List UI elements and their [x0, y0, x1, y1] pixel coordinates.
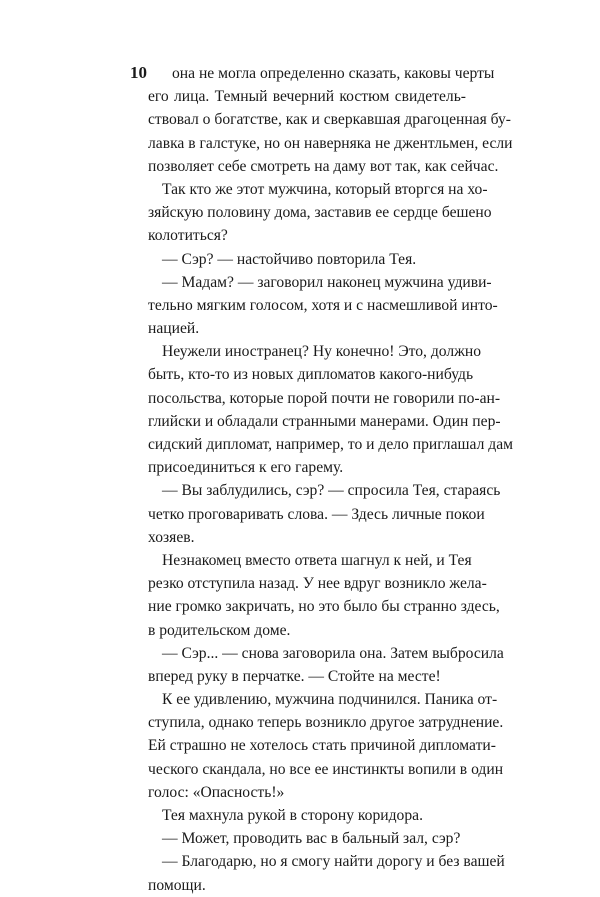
paragraph [148, 248, 466, 271]
paragraph [148, 850, 505, 896]
text-line: Незнакомец вместо ответа шагнул к ней, и Тея [162, 551, 472, 569]
paragraph [148, 642, 504, 688]
paragraph [148, 549, 500, 642]
paragraph [148, 827, 466, 850]
text-line: голос: «Опасность!» [148, 783, 285, 801]
text-line: ческого скандала, но все ее инстинкты вопили в один [148, 760, 504, 778]
text-line: Ей страшно не хотелось стать причиной дипломати- [148, 737, 496, 755]
paragraph [148, 688, 504, 804]
text-line: помощи. [148, 876, 206, 894]
text-line: ние громко закричать, но это было бы странно здесь, [148, 598, 500, 616]
text-line: Так кто же этот мужчина, который вторгся на хо- [162, 180, 488, 198]
text-line: — Сэр? — настойчиво повторила Тея. [162, 250, 417, 268]
text-line: тельно мягким голосом, хотя и с насмешливой инто- [148, 296, 498, 314]
paragraph [148, 804, 466, 827]
text-line: — Сэр... — снова заговорила она. Затем выбросила [162, 644, 504, 662]
text-line: быть, кто-то из новых дипломатов какого-нибудь [148, 366, 474, 384]
text-line: Неужели иностранец? Ну конечно! Это, должно [162, 343, 482, 361]
text-line: сидский дипломат, например, то и дело приглашал дам [148, 436, 513, 453]
body-text [148, 62, 513, 897]
paragraph [148, 340, 513, 479]
text-line: — Благодарю, но я смогу найти дорогу и без вашей [162, 853, 505, 871]
text-line: присоединиться к его гарему. [148, 459, 344, 477]
text-line: позволяет себе смотреть на даму вот так, как сейчас. [148, 157, 499, 175]
text-line: колотиться? [148, 227, 228, 245]
text-line: зяйскую половину дома, заставив ее сердце бешено [148, 204, 492, 222]
page-number: 10 [130, 63, 147, 82]
paragraph [148, 271, 498, 341]
text-line: нацией. [148, 320, 200, 338]
text-line: — Вы заблудились, сэр? — спросила Тея, стараясь [162, 482, 501, 500]
text-line: она не могла определенно сказать, каковы черты [172, 65, 495, 82]
paragraph [148, 479, 501, 549]
text-line: ствовал о богатстве, как и сверкавшая драгоценная бу- [148, 111, 512, 129]
text-line: — Может, проводить вас в бальный зал, сэр? [162, 830, 461, 848]
text-line: резко отступила назад. У нее вдруг возникло жела- [148, 575, 487, 593]
text-line: К ее удивлению, мужчина подчинился. Паника от- [162, 691, 498, 709]
paragraph [148, 178, 492, 248]
text-line: лавка в галстуке, но он наверняка не джентльмен, если [148, 134, 513, 152]
text-line: Тея махнула рукой в сторону коридора. [162, 807, 423, 824]
text-line: его лица. Темный вечерний костюм свидетель- [148, 88, 466, 106]
paragraph [148, 62, 513, 178]
text-line: ступила, однако теперь возникло другое затруднение. [148, 714, 504, 732]
text-line: в родительском доме. [148, 621, 291, 639]
text-line: — Мадам? — заговорил наконец мужчина удиви- [162, 273, 492, 291]
text-line: хозяев. [148, 528, 195, 546]
text-line: посольства, которые порой почти не говорили по-ан- [148, 389, 501, 407]
text-line: глийски и обладали странными манерами. Один пер- [148, 412, 501, 430]
text-line: четко проговаривать слова. — Здесь личные покои [148, 505, 485, 523]
text-line: вперед руку в перчатке. — Стойте на месте! [148, 667, 441, 685]
